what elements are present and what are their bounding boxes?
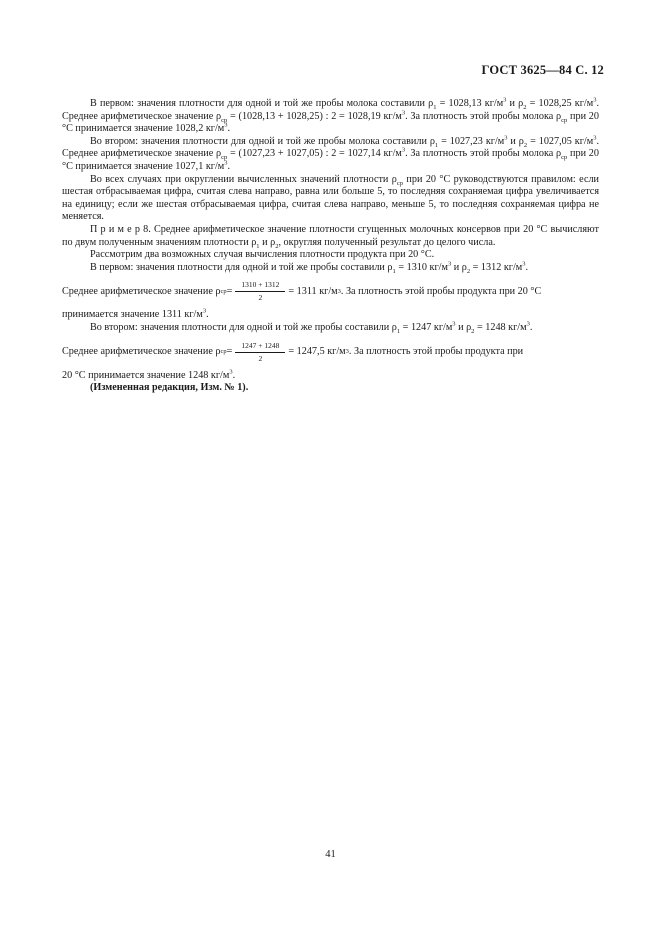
paragraph-two-cases: Рассмотрим два возможных случая вычисления плотности продукта при 20 °С. [90, 249, 435, 261]
formula-first-mean: Среднее арифметическое значение ρ ср = $\frac{1310 + 1312}{2}$ = 1311 кг/м 3 . За плотность этой пробы продукта при 20 °С [62, 280, 542, 303]
document-body [62, 98, 599, 395]
fraction-second [235, 341, 285, 364]
fraction-numerator: 1247 + 1248 [235, 341, 285, 353]
paragraph-second-case-product: Во втором: значения плотности для одной и той же пробы составили $\rho_1 = 1247$ $кг/м^3$ и $\rho_2 = 1248$ $кг/м^3$. [90, 320, 533, 335]
formula-second-mean: Среднее арифметическое значение ρ ср = $\frac{1247 + 1248}{2}$ = 1247,5 кг/м 3 . За плотность этой пробы продукта при [62, 340, 524, 363]
fraction-denominator: 2 [258, 293, 263, 303]
paragraph-first-case-product: В первом: значения плотности для одной и той же пробы составили $\rho_1 = 1310$ $кг/м^3$ и $\rho_2 = 1312$ $кг/м^3$. [90, 260, 529, 275]
fraction-denominator: 2 [258, 353, 263, 363]
paragraph-rounding-rule: Во всех случаях при округлении вычисленных значений плотности $\rho_{ср}$ при 20 °С руководствуются правилом: если шестая отбрасываемая цифра, считая слева направо, равна или больше 5, то последняя сохраняемая цифра увеличивается на единицу; если же шестая отбрасываемая цифра, считая слева направо, меньше 5, то последняя сохраняемая цифра не меняется. [62, 173, 599, 223]
page-number: 41 [325, 849, 336, 860]
fraction-numerator: 1310 + 1312 [235, 280, 285, 292]
page-header: ГОСТ 3625—84 С. 12 [481, 63, 604, 77]
paragraph-second-result: 20 °С принимается значение 1248 $кг/м^3$. [62, 368, 236, 381]
edit-note: (Измененная редакция, Изм. № 1). [90, 382, 249, 394]
paragraph-first-result: принимается значение 1311 $кг/м^3$. [62, 307, 209, 321]
paragraph-example-8: П р и м е р 8. Среднее арифметическое значение плотности сгущенных молочных консервов при 20 °С вычисляют по двум полученным значениям плотности $\rho_1$ и $\rho_2$, округляя полученный результат до целого числа. [62, 223, 599, 250]
paragraph-second-case-milk: Во втором: значения плотности для одной и той же пробы молока составили $\rho_1 = 1027,23$ $кг/м^3$ и $\rho_2 = 1027,05$ $кг/м^3$. Среднее арифметическое значение $\rho_{ср} = (1027,23 + 1027,05)$ : 2 = 1027,14 $кг/м^3$. За плотность этой пробы молока $\rho_{ср}$ при 20 °С принимается значение 1027,1 $кг/м^3$. [62, 134, 599, 172]
paragraph-first-case-milk: В первом: значения плотности для одной и той же пробы молока составили $\rho_1 = 1028,13$ $кг/м^3$ и $\rho_2 = 1028,25$ $кг/м^3$. Среднее арифметическое значение $\rho_{ср} = (1028,13 + 1028,25)$ : 2 = 1028,19 $кг/м^3$. За плотность этой пробы молока $\rho_{ср}$ при 20 °С принимается значение 1028,2 $кг/м^3$. [62, 96, 600, 135]
fraction-first [235, 280, 285, 303]
